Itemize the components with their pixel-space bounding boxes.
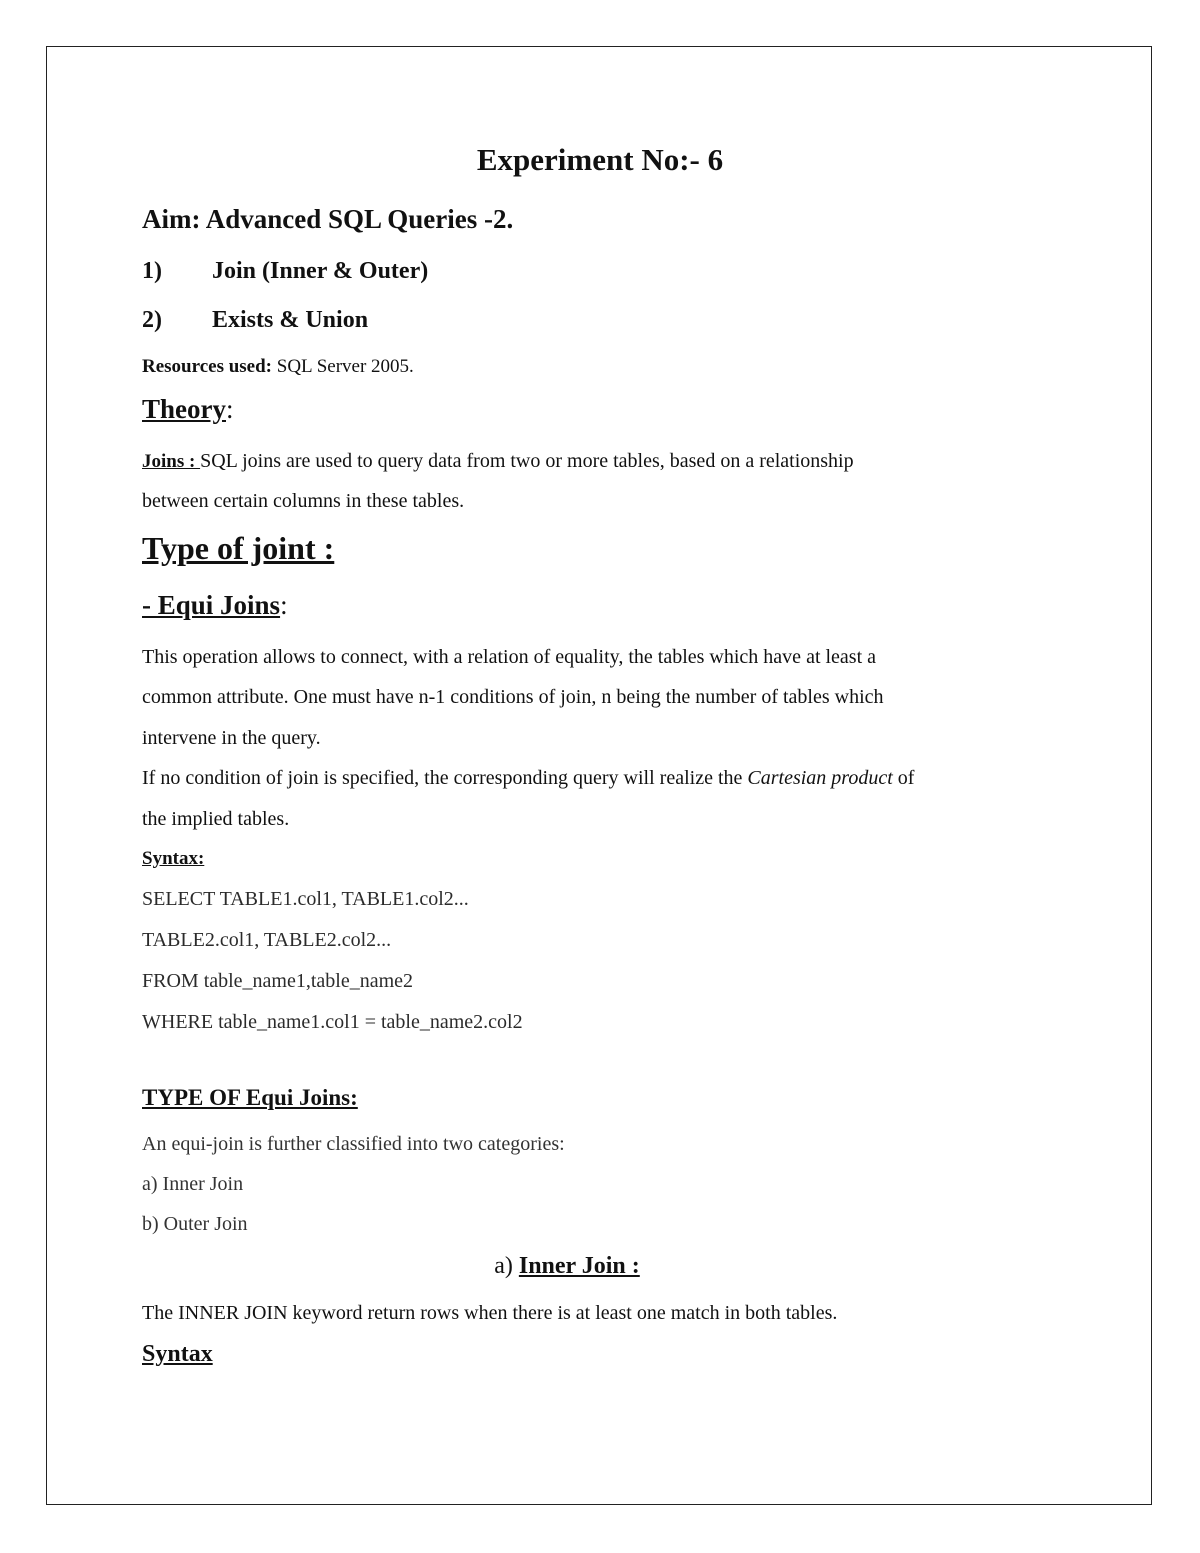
equi-para-line-2: common attribute. One must have n-1 conditions of join, n being the number of tables which	[142, 686, 884, 708]
equi-para-text: of	[892, 767, 915, 789]
joins-definition-line-2: between certain columns in these tables.	[142, 490, 465, 512]
aim-item-2	[142, 307, 368, 334]
resources-label: Resources used:	[142, 356, 273, 377]
theory-heading-colon: :	[226, 394, 234, 424]
equi-para-line-1: This operation allows to connect, with a relation of equality, the tables which have at least a	[142, 646, 877, 668]
aim-item-number: 2)	[142, 307, 162, 333]
equi-para-line-5: the implied tables.	[142, 808, 290, 830]
joins-label: Joins :	[142, 451, 201, 472]
inner-join-prefix: a)	[494, 1253, 519, 1279]
syntax-label: Syntax:	[142, 848, 205, 869]
syntax-line: TABLE2.col1, TABLE2.col2...	[142, 929, 392, 951]
resources-value: SQL Server 2005.	[272, 356, 414, 377]
type-of-equi-joins-heading: TYPE OF Equi Joins:	[142, 1085, 358, 1110]
inner-join-description: The INNER JOIN keyword return rows when there is at least one match in both tables.	[142, 1302, 838, 1324]
equi-type-item: b) Outer Join	[142, 1213, 248, 1235]
aim-heading: Aim: Advanced SQL Queries -2.	[142, 204, 514, 234]
equi-para-line-3: intervene in the query.	[142, 727, 321, 749]
syntax-line: FROM table_name1,table_name2	[142, 970, 414, 992]
equi-joins-heading	[142, 590, 288, 621]
equi-joins-heading-text: - Equi Joins	[142, 590, 281, 620]
theory-heading-text: Theory	[142, 394, 226, 424]
aim-item-number: 1)	[142, 258, 162, 284]
equi-para-line-4	[142, 767, 914, 790]
inner-join-title: Inner Join :	[518, 1253, 640, 1279]
equi-type-item: a) Inner Join	[142, 1173, 244, 1195]
aim-item-1	[142, 258, 428, 285]
inner-join-heading	[142, 1253, 992, 1280]
equi-para-text: If no condition of join is specified, the corresponding query will realize the	[142, 767, 748, 789]
resources-line	[142, 356, 414, 378]
equi-types-intro: An equi-join is further classified into two categories:	[142, 1133, 565, 1155]
aim-item-label: Exists & Union	[212, 307, 369, 333]
type-of-joint-heading: Type of joint :	[142, 530, 335, 566]
joins-text: SQL joins are used to query data from two or more tables, based on a relationship	[200, 450, 854, 472]
inner-join-syntax-label: Syntax	[142, 1341, 213, 1367]
cartesian-product-term: Cartesian product	[747, 767, 893, 789]
equi-joins-colon: :	[280, 590, 288, 620]
theory-heading	[142, 394, 234, 425]
aim-item-label: Join (Inner & Outer)	[212, 258, 429, 284]
page-title: Experiment No:- 6	[476, 142, 724, 177]
syntax-line: WHERE table_name1.col1 = table_name2.col2	[142, 1011, 523, 1033]
joins-definition-line-1	[142, 450, 854, 473]
syntax-line: SELECT TABLE1.col1, TABLE1.col2...	[142, 888, 469, 910]
